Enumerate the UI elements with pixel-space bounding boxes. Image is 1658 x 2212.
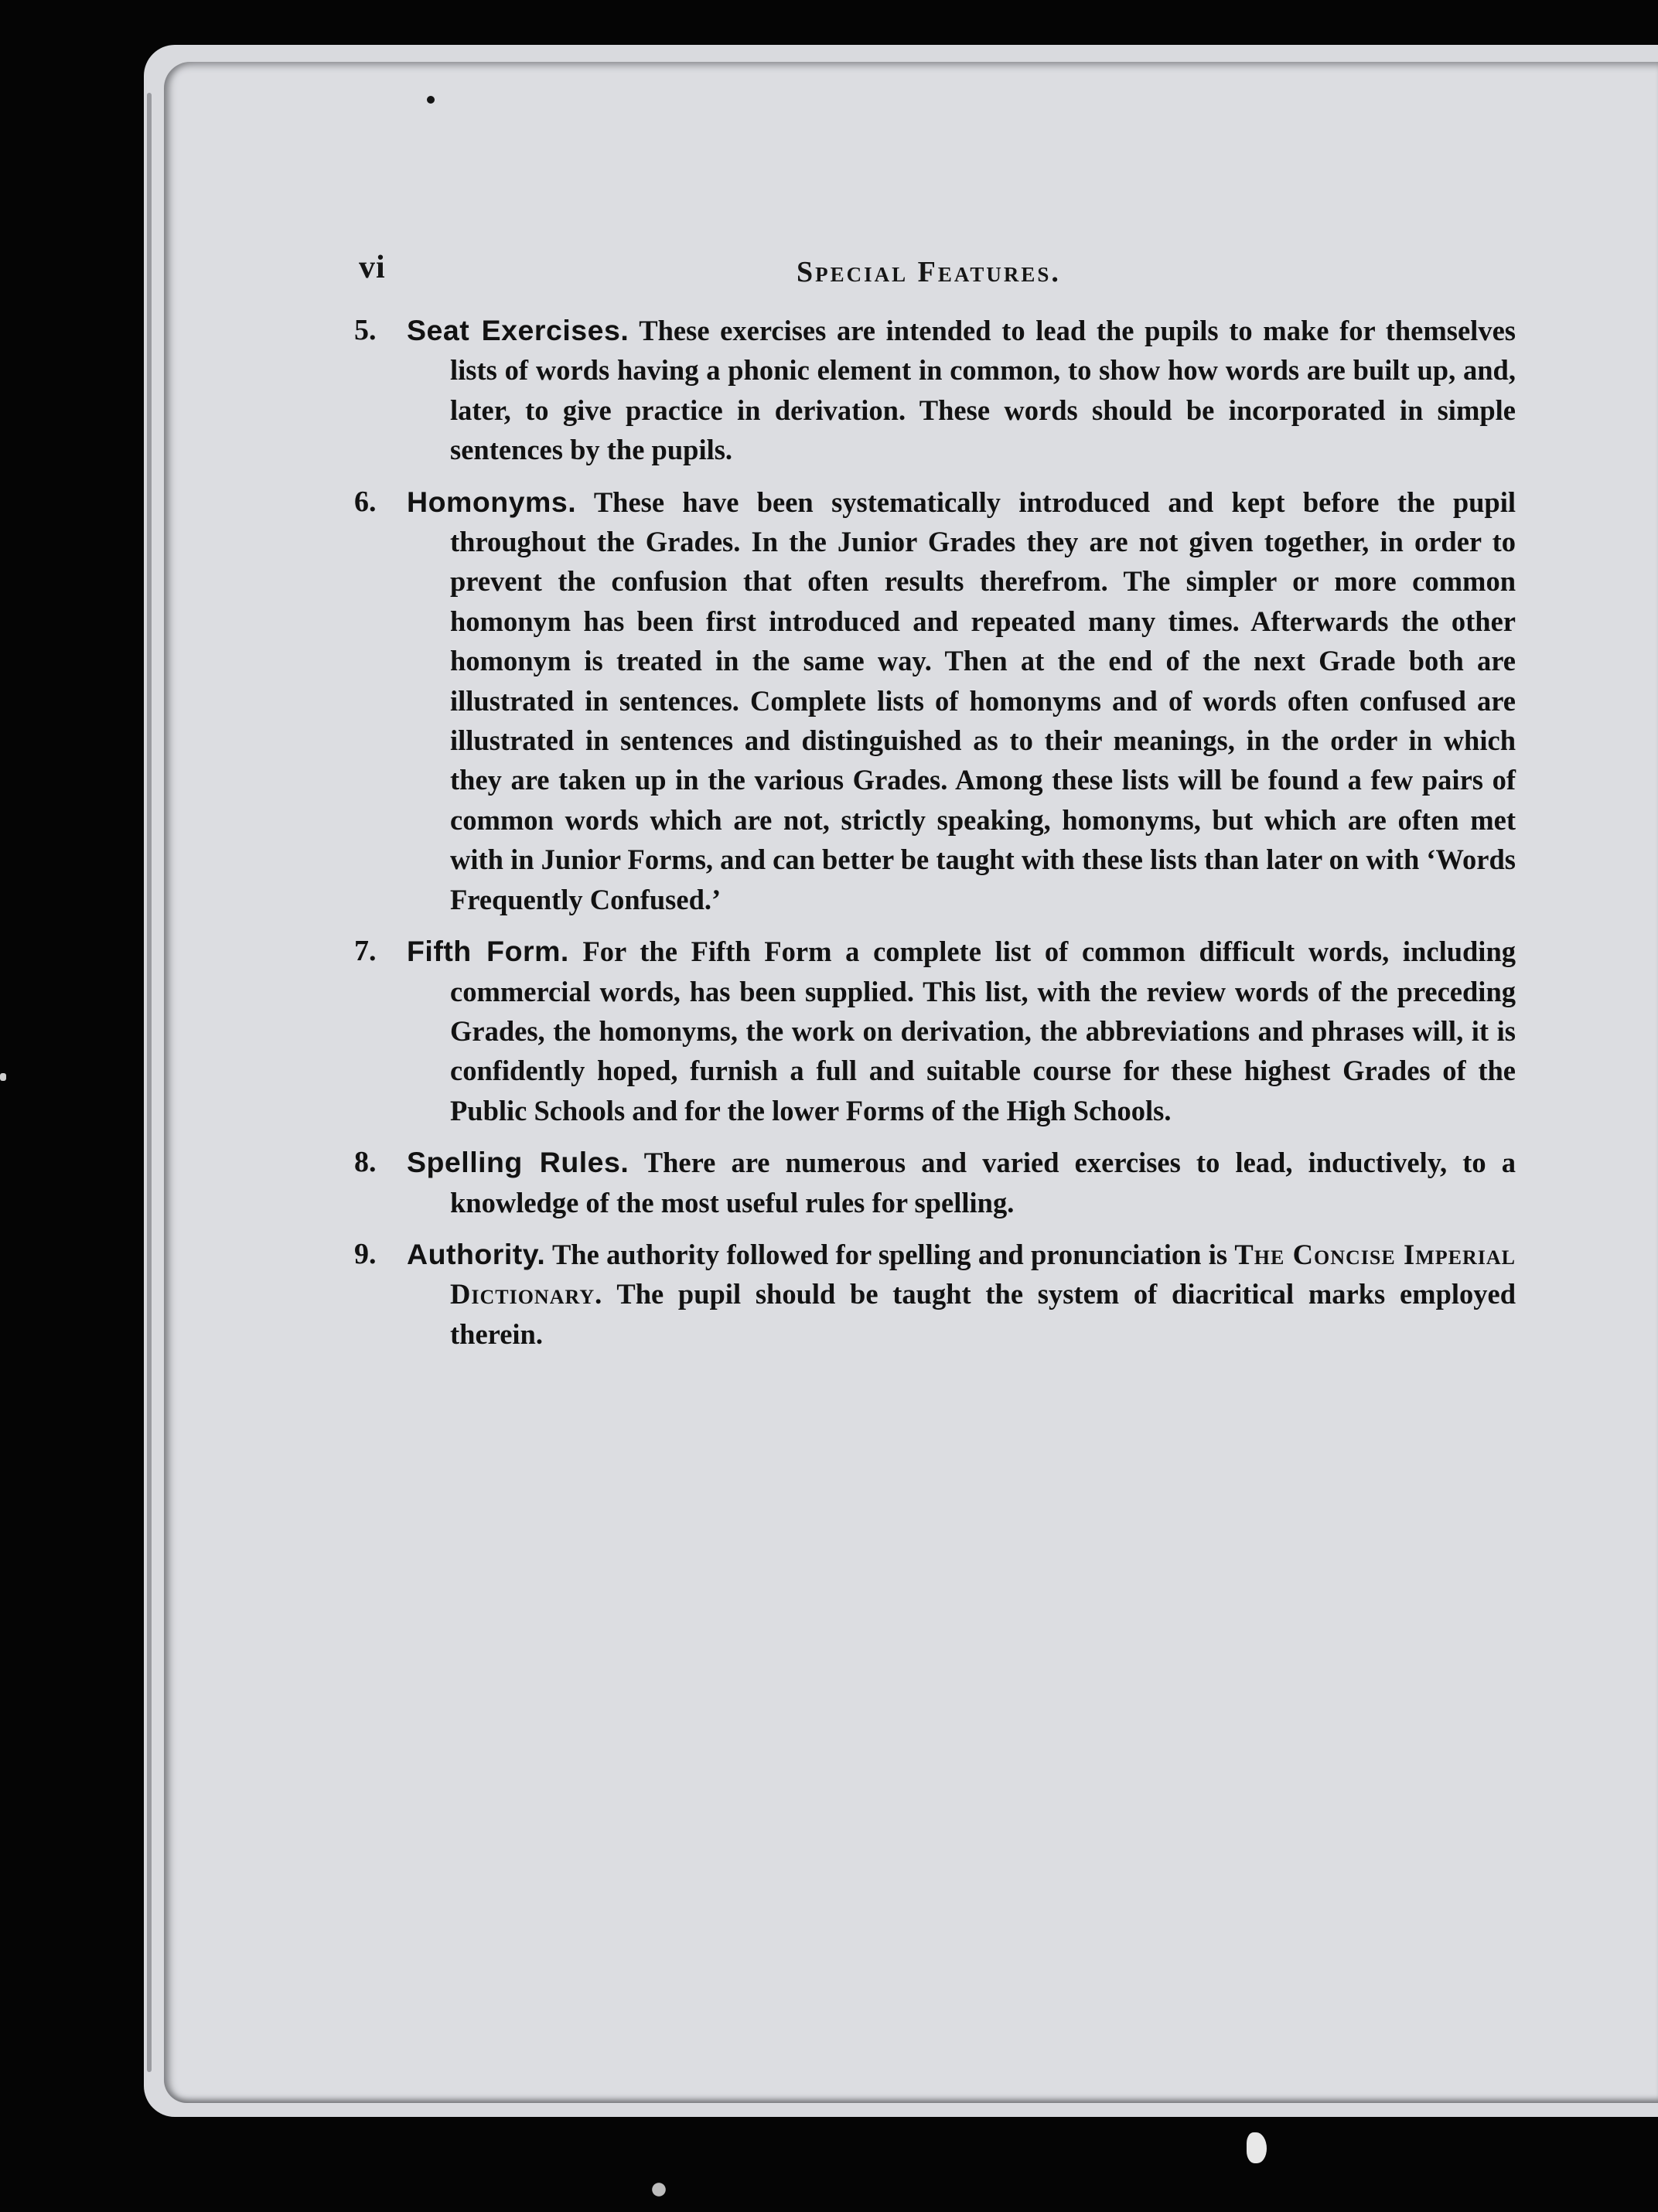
feature-list xyxy=(348,311,1516,1366)
item-body: There are numerous and varied exercises to lead, inductively, to a knowledge of the most useful rules for spelling. xyxy=(450,1147,1516,1218)
item-heading: Homonyms. xyxy=(407,485,577,518)
item-heading: Fifth Form. xyxy=(407,935,569,968)
item-number: 7. xyxy=(354,935,377,968)
page-number: vi xyxy=(359,250,386,285)
list-item xyxy=(348,311,1516,470)
item-body: The pupil should be taught the system of diacritical marks employed therein. xyxy=(450,1278,1516,1350)
list-item xyxy=(348,932,1516,1130)
item-heading: Seat Exercises. xyxy=(407,314,629,346)
item-number: 8. xyxy=(354,1146,377,1179)
scan-artifact xyxy=(643,2174,674,2205)
list-item xyxy=(348,1143,1516,1222)
item-body: For the Fifth Form a complete list of common difficult words, including commercial words, has been supplied. This list, with the review words of the preceding Grades, the homonyms, the work on derivation, the abbreviations and phrases will, it is confidently hoped, furnish a full and suitable course for these highest Grades of the Public Schools and for the lower Forms of the High Schools. xyxy=(450,936,1516,1126)
item-heading: Authority. xyxy=(407,1237,546,1270)
item-number: 9. xyxy=(354,1237,377,1270)
item-number: 5. xyxy=(354,314,377,346)
item-heading: Spelling Rules. xyxy=(407,1146,629,1179)
item-body: These exercises are intended to lead the pupils to make for themselves lists of words having a phonic element in common, to show how words are built up, and, later, to give practice in derivation. These words should be incorporated in simple sentences by the pupils. xyxy=(450,315,1516,466)
running-head: Special Features. xyxy=(797,256,1061,288)
scan-artifact xyxy=(1247,2132,1267,2163)
list-item xyxy=(348,482,1516,919)
ink-speck xyxy=(427,96,435,104)
page-header xyxy=(359,249,1519,295)
item-number: 6. xyxy=(354,485,377,518)
item-body: These have been systematically introduced and kept before the pupil throughout the Grades. In the Junior Grades they are not given together, in order to prevent the confusion that often results therefrom. The simpler or more common homonym has been first introduced and repeated many times. Afterwards the other homonym is treated in the same way. Then at the end of the next Grade both are illustrated in sentences. Complete lists of homonyms and of words often confused are illustrated in sentences and distinguished as to their meanings, in the order in which they are taken up in the various Grades. Among these lists will be found a few pairs of common words which are not, strictly speaking, homonyms, but which are often met with in Junior Forms, and can better be taught with these lists than later on with ‘Words Frequently Confused.’ xyxy=(450,486,1516,915)
dictionary-title: The Concise Imperial Dictionary. xyxy=(450,1238,1516,1310)
page-spine xyxy=(147,93,152,2072)
list-item xyxy=(348,1235,1516,1354)
scan-artifact xyxy=(0,1073,6,1081)
item-body: The authority followed for spelling and pronunciation is xyxy=(551,1238,1228,1270)
